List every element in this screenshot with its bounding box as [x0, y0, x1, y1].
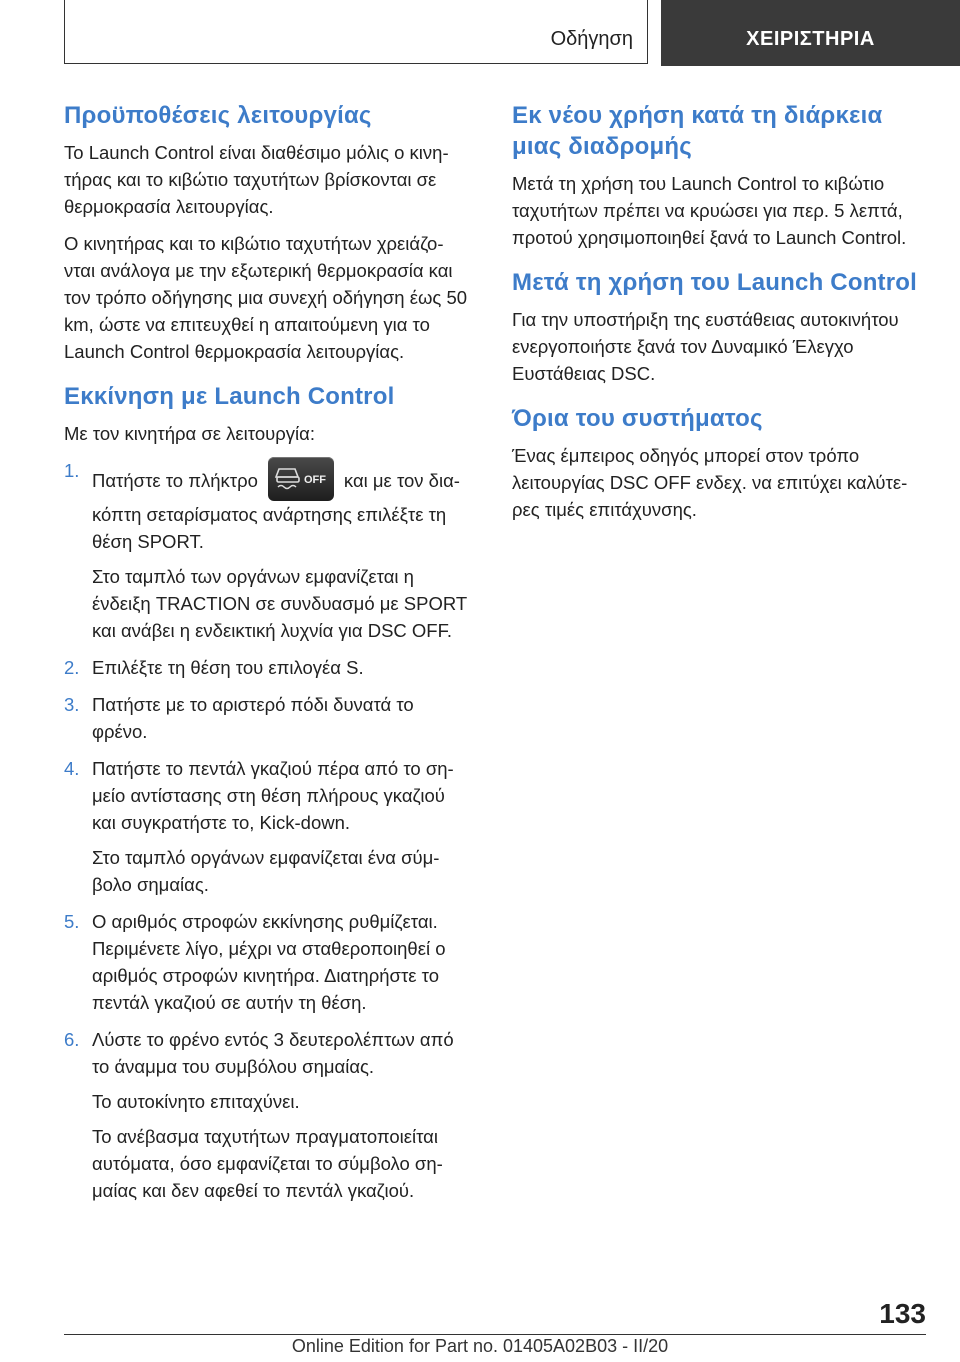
system-limits-heading: Όρια του συστήματος [512, 405, 763, 432]
system-limits-section [512, 403, 927, 523]
header-section-box [64, 0, 648, 64]
step-1 [64, 457, 470, 644]
right-column [512, 100, 927, 539]
step-number: 5. [64, 911, 80, 932]
step-4 [64, 755, 470, 898]
prerequisites-section [64, 100, 470, 365]
reuse-heading: Εκ νέου χρήση κατά τη διάρκεια μιας διαδρομής [512, 102, 883, 160]
prerequisites-heading: Προϋποθέσεις λειτουργίας [64, 102, 372, 129]
step-number: 1. [64, 460, 80, 481]
footer-divider [64, 1334, 926, 1335]
launch-section [64, 381, 470, 1204]
step-5 [64, 908, 470, 1016]
reuse-section [512, 100, 927, 251]
launch-heading: Εκκίνηση με Launch Control [64, 383, 395, 410]
after-use-paragraph: Για την υποστήριξη της ευστάθειας αυτοκινήτου ενεργοποιήστε ξανά τον Δυναμικό Έλεγχο Ευστάθειας DSC. [512, 309, 899, 384]
step-6 [64, 1026, 470, 1204]
step-text: Πατήστε με το αριστερό πόδι δυνατά το φρένο. [92, 694, 414, 742]
step-text: Λύστε το φρένο εντός 3 δευτερολέπτων από το άναμμα του συμβόλου σημαίας. [92, 1029, 454, 1077]
step-text: Επιλέξτε τη θέση του επιλογέα S. [92, 657, 364, 678]
step-number: 4. [64, 758, 80, 779]
step-number: 6. [64, 1029, 80, 1050]
dsc-off-key-icon [268, 457, 334, 501]
step-text: Πατήστε το πλήκτρο [92, 470, 258, 491]
prerequisites-paragraph-2: Ο κινητήρας και το κιβώτιο ταχυτήτων χρειάζο-νται ανάλογα με την εξωτερική θερμοκρασία και τον τρόπο οδήγησης μια συνεχή οδήγηση έως 50 km, ώστε να επιτευχθεί η απαιτούμενη για το Launch Control θερμοκρασία λειτουργίας. [64, 233, 468, 362]
after-use-section [512, 267, 927, 387]
step-3 [64, 691, 470, 745]
step-number: 3. [64, 694, 80, 715]
after-use-heading: Μετά τη χρήση του Launch Control [512, 269, 918, 296]
step-text-continued: και με τον δια-κόπτη σεταρίσματος ανάρτησης επιλέξτε τη θέση SPORT. [92, 470, 460, 552]
step-extra-2: Το ανέβασμα ταχυτήτων πραγματοποιείται αυτόματα, όσο εμφανίζεται το σύμβολο ση-μαίας και δεν αφεθεί το πεντάλ γκαζιού. [92, 1126, 443, 1201]
step-text: Πατήστε το πεντάλ γκαζιού πέρα από το ση-μείο αντίστασης στη θέση πλήρους γκαζιού και συγκρατήστε το, Kick-down. [92, 758, 454, 833]
step-text: Ο αριθμός στροφών εκκίνησης ρυθμίζεται. Περιμένετε λίγο, μέχρι να σταθεροποιηθεί ο αριθμός στροφών κινητήρα. Διατηρήστε το πεντάλ γκαζιού σε αυτήν τη θέση. [92, 911, 446, 1013]
launch-intro: Με τον κινητήρα σε λειτουργία: [64, 423, 315, 444]
left-column [64, 100, 470, 1220]
header-chapter-tab: ΧΕΙΡΙΣΤΗΡΙΑ [661, 0, 960, 66]
svg-text:OFF: OFF [303, 474, 326, 486]
reuse-paragraph: Μετά τη χρήση του Launch Control το κιβώτιο ταχυτήτων πρέπει να κρυώσει για περ. 5 λεπτά, προτού χρησιμοποιηθεί ξανά το Launch Control. [512, 173, 907, 248]
system-limits-paragraph: Ένας έμπειρος οδηγός μπορεί στον τρόπο λειτουργίας DSC OFF ενδεχ. να επιτύχει καλύτε-ρες τιμές επιτάχυνσης. [512, 445, 908, 520]
header-section-title: Οδήγηση [550, 28, 633, 50]
step-2 [64, 654, 470, 681]
footer-edition: Online Edition for Part no. 01405A02B03 - II/20 [291, 1336, 669, 1356]
step-extra: Στο ταμπλό των οργάνων εμφανίζεται η ένδειξη TRACTION σε συνδυασμό με SPORT και ανάβει η ενδεικτική λυχνία για DSC OFF. [92, 566, 467, 641]
step-number: 2. [64, 657, 80, 678]
step-extra: Το αυτοκίνητο επιταχύνει. [92, 1091, 300, 1112]
step-extra: Στο ταμπλό οργάνων εμφανίζεται ένα σύμ-βολο σημαίας. [92, 847, 440, 895]
launch-steps [64, 457, 470, 1204]
prerequisites-paragraph-1: Το Launch Control είναι διαθέσιμο μόλις ο κινη-τήρας και το κιβώτιο ταχυτήτων βρίσκονται σε θερμοκρασία λειτουργίας. [64, 142, 449, 217]
page-number: 133 [879, 1298, 926, 1329]
